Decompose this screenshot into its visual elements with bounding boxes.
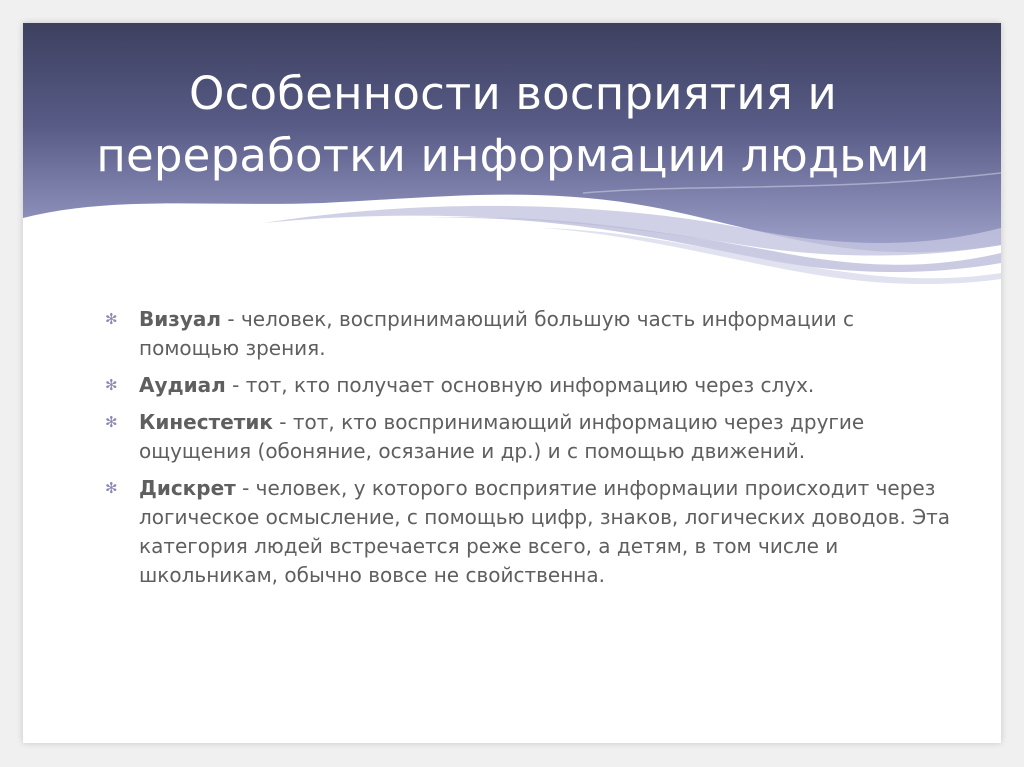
item-term: Кинестетик [139, 410, 273, 434]
list-item [105, 474, 955, 590]
asterisk-bullet-icon: ✻ [105, 413, 118, 431]
item-text: - тот, кто получает основную информацию через слух. [225, 373, 815, 397]
list-item [105, 371, 955, 400]
item-text: - тот, кто воспринимающий информацию через другие ощущения (обоняние, осязание и др.) и с помощью движений. [139, 410, 865, 463]
list-item [105, 305, 955, 363]
item-term: Визуал [139, 307, 222, 331]
title-line-1: Особенности восприятия и [189, 67, 837, 120]
item-term: Дискрет [139, 476, 236, 500]
asterisk-bullet-icon: ✻ [105, 479, 118, 497]
item-text: - человек, воспринимающий большую часть информации с помощью зрения. [139, 307, 855, 360]
bullet-list [105, 305, 955, 598]
asterisk-bullet-icon: ✻ [105, 376, 118, 394]
slide-title [63, 63, 963, 187]
title-line-2: переработки информации людьми [96, 129, 930, 182]
asterisk-bullet-icon: ✻ [105, 310, 118, 328]
list-item [105, 408, 955, 466]
item-term: Аудиал [139, 373, 226, 397]
slide [23, 23, 1001, 743]
item-text: - человек, у которого восприятие информации происходит через логическое осмысление, с помощью цифр, знаков, логических доводов. Эта категория людей встречается реже всего, а детям, в том числе и школьникам, обычно вовсе не свойственна. [139, 476, 951, 587]
